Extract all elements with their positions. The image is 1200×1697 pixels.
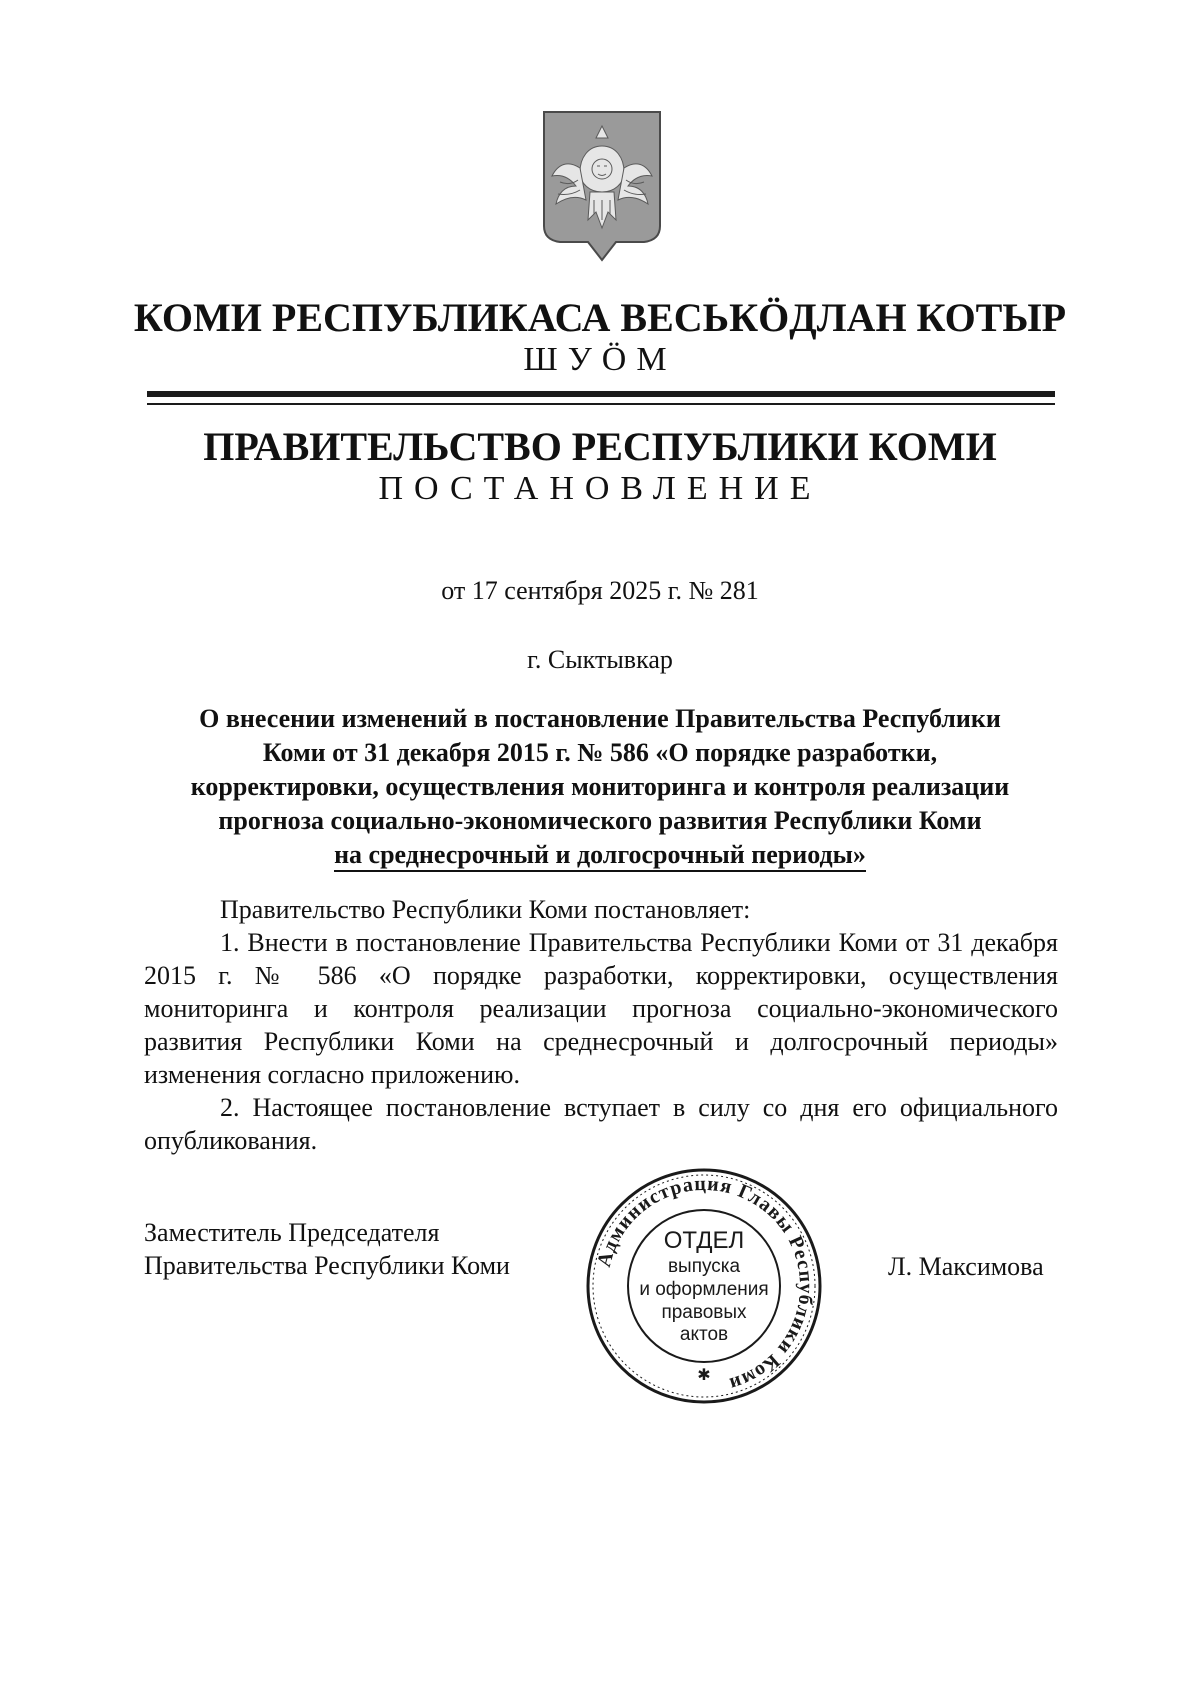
- body-intro: Правительство Республики Коми постановляет:: [220, 895, 751, 924]
- stamp-center-line: ОТДЕЛ: [663, 1227, 745, 1254]
- document-subject: [150, 702, 1050, 872]
- document-city: г. Сыктывкар: [527, 645, 673, 674]
- stamp-center-line: актов: [679, 1324, 729, 1345]
- stamp-center-line: выпуска: [667, 1256, 741, 1277]
- document-body: [144, 893, 1058, 1157]
- komi-title: КОМИ РЕСПУБЛИКАСА ВЕСЬКӦДЛАН КОТЫР: [133, 295, 1067, 340]
- subject-line: Коми от 31 декабря 2015 г. № 586 «О порядке разработки,: [262, 738, 938, 767]
- document-type: ПОСТАНОВЛЕНИЕ: [378, 470, 822, 507]
- subject-line: прогноза социально-экономического развития Республики Коми: [218, 806, 982, 835]
- body-item-1: 1. Внести в постановление Правительства Республики Коми от 31 декабря 2015 г. № 586 «О порядке разработки, корректировки, осуществления мониторинга и контроля реализации прогноза социально-экономического развития Республики Коми на среднесрочный и долгосрочный периоды» изменения согласно приложению.: [144, 928, 1058, 1089]
- government-title: ПРАВИТЕЛЬСТВО РЕСПУБЛИКИ КОМИ: [203, 424, 997, 469]
- body-item-2: 2. Настоящее постановление вступает в силу со дня его официального опубликования.: [144, 1093, 1058, 1155]
- stamp-center-line: и оформления: [639, 1279, 769, 1300]
- document-date-number: от 17 сентября 2025 г. № 281: [441, 576, 759, 605]
- stamp-ring-text: Администрация Главы Республики Коми: [592, 1172, 818, 1396]
- signatory-position-line: Заместитель Председателя: [144, 1218, 440, 1247]
- subject-line-underlined: на среднесрочный и долгосрочный периоды»: [334, 840, 866, 872]
- subject-line: корректировки, осуществления мониторинга и контроля реализации: [190, 772, 1010, 801]
- header-divider-thin: [147, 403, 1055, 405]
- star-icon: ✱: [697, 1367, 711, 1384]
- header-divider-thick: [147, 391, 1055, 397]
- signatory-position: [144, 1216, 510, 1282]
- komi-subtitle: ШУӦМ: [523, 341, 677, 378]
- stamp-center-line: правовых: [661, 1302, 747, 1323]
- signatory-name: Л. Максимова: [888, 1252, 1044, 1281]
- official-stamp: [584, 1166, 824, 1406]
- coat-of-arms-icon: [540, 108, 664, 263]
- subject-line: О внесении изменений в постановление Правительства Республики: [199, 704, 1001, 733]
- signatory-position-line: Правительства Республики Коми: [144, 1251, 510, 1280]
